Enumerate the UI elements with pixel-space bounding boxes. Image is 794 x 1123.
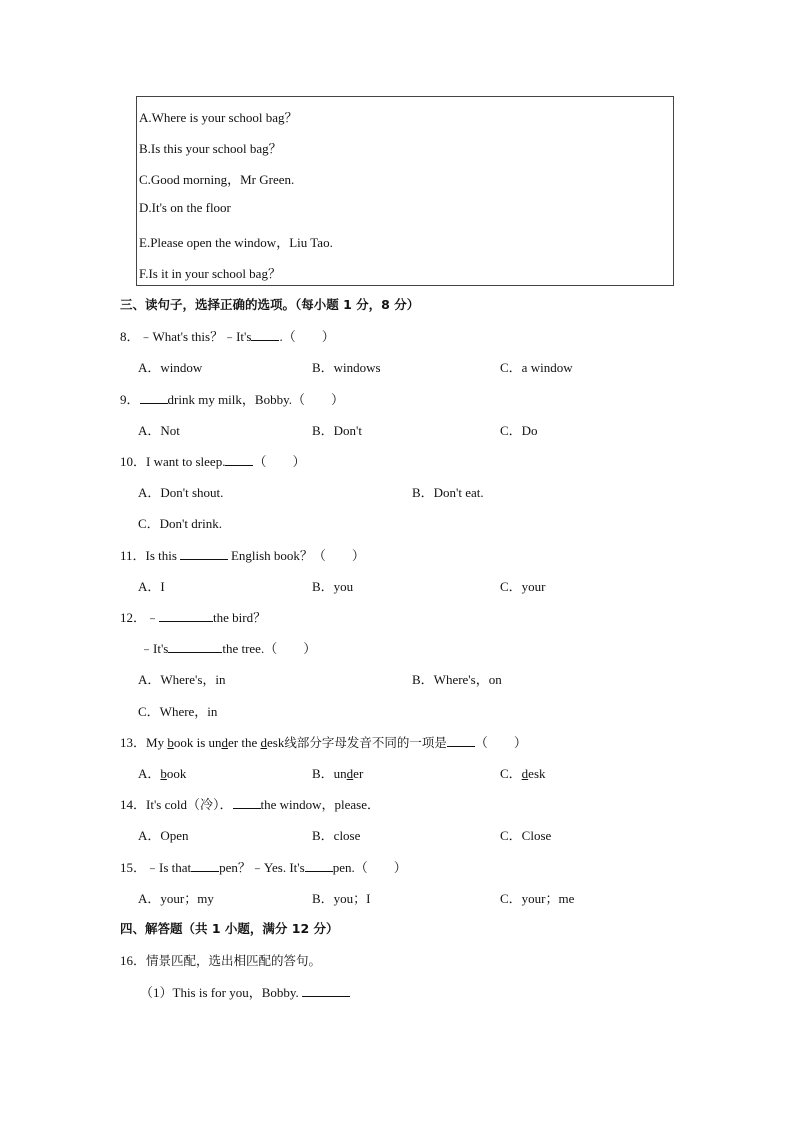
question-text: （ ） <box>474 735 527 750</box>
underlined-letter: d <box>260 735 267 750</box>
q11-option-a[interactable]: A．I <box>138 579 165 594</box>
question-text: ﹣What's this？﹣It's <box>139 329 252 344</box>
question-text: .（ ） <box>279 329 335 344</box>
q13-option-a[interactable] <box>138 763 186 782</box>
question-text: ﹣Is that <box>146 860 192 875</box>
question-number: 8． <box>120 329 140 344</box>
match-option-c: C.Good morning，Mr Green. <box>139 172 295 187</box>
underlined-letter: d <box>346 766 354 781</box>
q11-option-c[interactable]: C．your <box>500 579 546 594</box>
question-text: I want to sleep. <box>146 454 226 469</box>
question-number: 12． <box>120 610 147 625</box>
question-text: （ ） <box>253 454 306 469</box>
q13-option-c[interactable] <box>500 763 546 782</box>
answer-blank[interactable] <box>233 796 261 809</box>
question-number: 9． <box>120 392 140 407</box>
q9-option-a[interactable]: A．Not <box>138 423 180 438</box>
question-text: My <box>146 735 168 750</box>
underlined-letter: d <box>221 735 228 750</box>
q14-option-b[interactable]: B．close <box>312 828 361 843</box>
option-text: ook <box>166 766 187 781</box>
question-text: （1）This is for you，Bobby. <box>140 985 299 1000</box>
answer-blank[interactable] <box>168 640 222 653</box>
q8-option-b[interactable]: B．windows <box>312 360 381 375</box>
question-number: 10． <box>120 454 147 469</box>
question-9 <box>120 389 344 408</box>
question-text-chinese: 线部分字母发音不同的一项是 <box>284 735 447 750</box>
match-option-f: F.Is it in your school bag？ <box>139 266 281 281</box>
option-label: A． <box>138 766 161 781</box>
question-8 <box>120 326 335 345</box>
question-number: 14． <box>120 797 147 812</box>
option-text: esk <box>528 766 546 781</box>
underlined-letter: b <box>167 735 174 750</box>
option-text: er <box>353 766 364 781</box>
answer-blank[interactable] <box>302 984 350 997</box>
q11-option-b[interactable]: B．you <box>312 579 354 594</box>
answer-blank[interactable] <box>251 328 279 341</box>
question-text: It's cold（冷）． <box>146 797 233 812</box>
q9-option-c[interactable]: C．Do <box>500 423 538 438</box>
question-text: 情景匹配，选出相匹配的答句。 <box>146 953 322 968</box>
answer-blank[interactable] <box>305 859 333 872</box>
question-text: the tree.（ ） <box>222 641 317 656</box>
question-text: ﹣ <box>146 610 160 625</box>
section-4-heading: 四、解答题（共 1 小题，满分 12 分） <box>120 921 339 936</box>
question-number: 15． <box>120 860 147 875</box>
question-12 <box>120 607 266 626</box>
match-option-a: A.Where is your school bag？ <box>139 110 298 125</box>
question-text: the window，please． <box>260 797 381 812</box>
question-text: drink my milk，Bobby.（ ） <box>167 392 344 407</box>
underlined-letter: d <box>521 766 529 781</box>
match-option-d: D.It's on the floor <box>139 200 231 215</box>
q15-option-b[interactable]: B．you；I <box>312 891 371 906</box>
q13-option-b[interactable] <box>312 763 363 782</box>
q10-option-c[interactable]: C．Don't drink. <box>138 516 222 531</box>
question-number: 16． <box>120 953 147 968</box>
q12-option-a[interactable]: A．Where's，in <box>138 672 226 687</box>
answer-blank[interactable] <box>191 859 219 872</box>
question-11 <box>120 545 365 564</box>
q12-option-b[interactable]: B．Where's，on <box>412 672 502 687</box>
q14-option-a[interactable]: A．Open <box>138 828 189 843</box>
underlined-letter: b <box>160 766 167 781</box>
question-text: ﹣It's <box>140 641 169 656</box>
question-text: esk <box>266 735 285 750</box>
q14-option-c[interactable]: C．Close <box>500 828 552 843</box>
question-text: er the <box>228 735 261 750</box>
answer-blank[interactable] <box>140 391 168 404</box>
answer-blank[interactable] <box>159 609 213 622</box>
answer-blank[interactable] <box>180 547 228 560</box>
question-text: Is this <box>145 548 177 563</box>
question-number: 11． <box>120 548 146 563</box>
question-text: pen.（ ） <box>332 860 407 875</box>
match-option-e: E.Please open the window，Liu Tao. <box>139 235 333 250</box>
question-12-line-2 <box>140 638 316 657</box>
question-text: pen？﹣Yes. It's <box>219 860 305 875</box>
option-label: C． <box>500 766 522 781</box>
question-16 <box>120 950 321 969</box>
question-14 <box>120 794 380 813</box>
question-15 <box>120 857 407 876</box>
q8-option-a[interactable]: A．window <box>138 360 203 375</box>
matching-options-box <box>136 96 674 286</box>
section-3-heading: 三、读句子，选择正确的选项。（每小题 1 分，8 分） <box>120 297 420 312</box>
q10-option-a[interactable]: A．Don't shout. <box>138 485 224 500</box>
q12-option-c[interactable]: C．Where，in <box>138 704 218 719</box>
question-text: English book？（ ） <box>230 548 365 563</box>
q15-option-a[interactable]: A．your；my <box>138 891 214 906</box>
answer-blank[interactable] <box>225 453 253 466</box>
q8-option-c[interactable]: C．a window <box>500 360 573 375</box>
answer-blank[interactable] <box>447 734 475 747</box>
q15-option-c[interactable]: C．your；me <box>500 891 575 906</box>
q10-option-b[interactable]: B．Don't eat. <box>412 485 484 500</box>
question-16-sub-1 <box>140 982 350 1001</box>
question-text: ook is un <box>173 735 222 750</box>
question-number: 13． <box>120 735 147 750</box>
option-label: B．un <box>312 766 347 781</box>
question-10 <box>120 451 305 470</box>
question-13 <box>120 732 527 751</box>
q9-option-b[interactable]: B．Don't <box>312 423 363 438</box>
match-option-b: B.Is this your school bag？ <box>139 141 282 156</box>
question-text: the bird？ <box>213 610 267 625</box>
